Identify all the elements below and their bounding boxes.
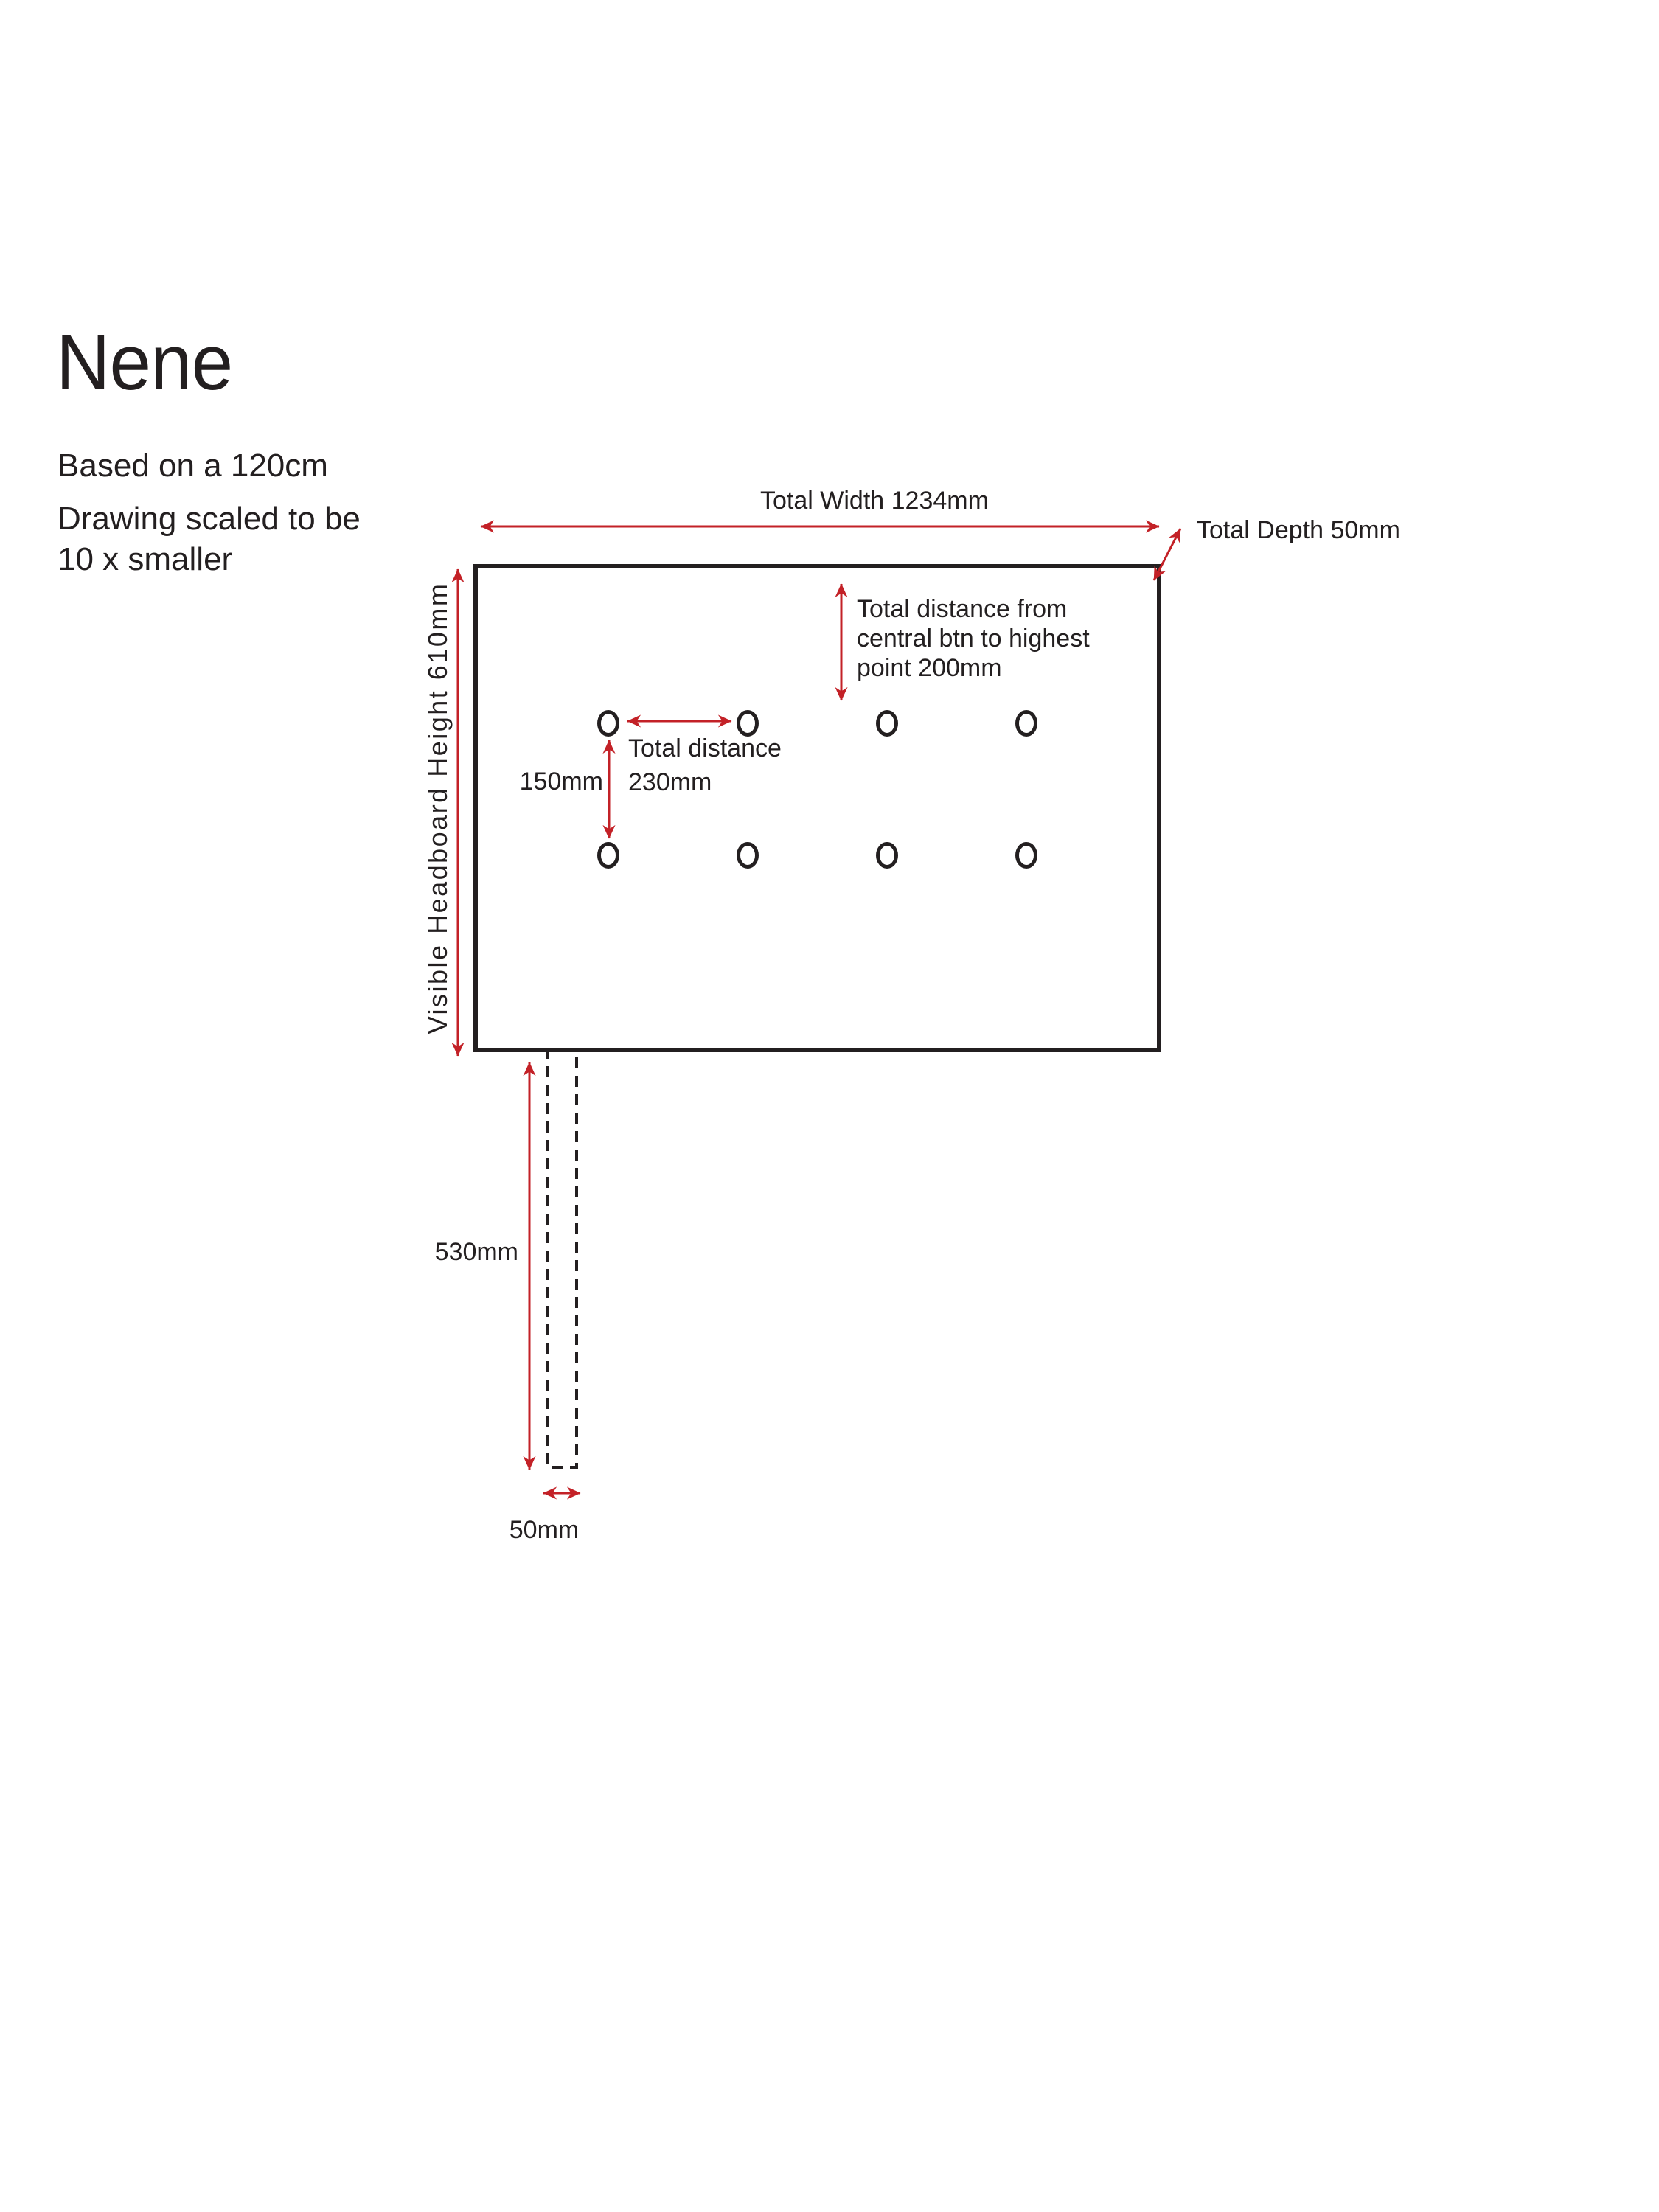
btn-spacing-line1: Total distance bbox=[628, 734, 782, 762]
button-circle bbox=[599, 712, 618, 735]
scale-note bbox=[58, 498, 361, 580]
btn-to-top-line1: Total distance from bbox=[857, 595, 1068, 623]
row-spacing-label: 150mm bbox=[519, 768, 603, 796]
button-circle bbox=[878, 712, 897, 735]
size-note: Based on a 120cm bbox=[58, 448, 328, 484]
page-title: Nene bbox=[56, 318, 233, 406]
btn-to-top-line2: central btn to highest bbox=[857, 625, 1090, 653]
leg-outline bbox=[547, 1050, 577, 1467]
scale-note-line2: 10 x smaller bbox=[58, 541, 233, 577]
visible-height-label: Visible Headboard Height 610mm bbox=[422, 582, 453, 1034]
total-depth-label: Total Depth 50mm bbox=[1197, 516, 1400, 544]
button-circle bbox=[739, 844, 757, 867]
leg-width-label: 50mm bbox=[509, 1516, 580, 1544]
btn-spacing-line2: 230mm bbox=[628, 768, 712, 796]
button-circle bbox=[878, 844, 897, 867]
btn-to-top-label bbox=[857, 594, 1090, 683]
btn-to-top-line3: point 200mm bbox=[857, 654, 1002, 682]
total-width-label: Total Width 1234mm bbox=[760, 487, 989, 515]
leg-height-label: 530mm bbox=[434, 1238, 518, 1266]
scale-note-line1: Drawing scaled to be bbox=[58, 501, 361, 537]
total-depth-arrow bbox=[1154, 529, 1180, 580]
button-circle bbox=[599, 844, 618, 867]
button-circle bbox=[1018, 844, 1036, 867]
btn-spacing-label bbox=[628, 731, 782, 799]
button-circle bbox=[1018, 712, 1036, 735]
